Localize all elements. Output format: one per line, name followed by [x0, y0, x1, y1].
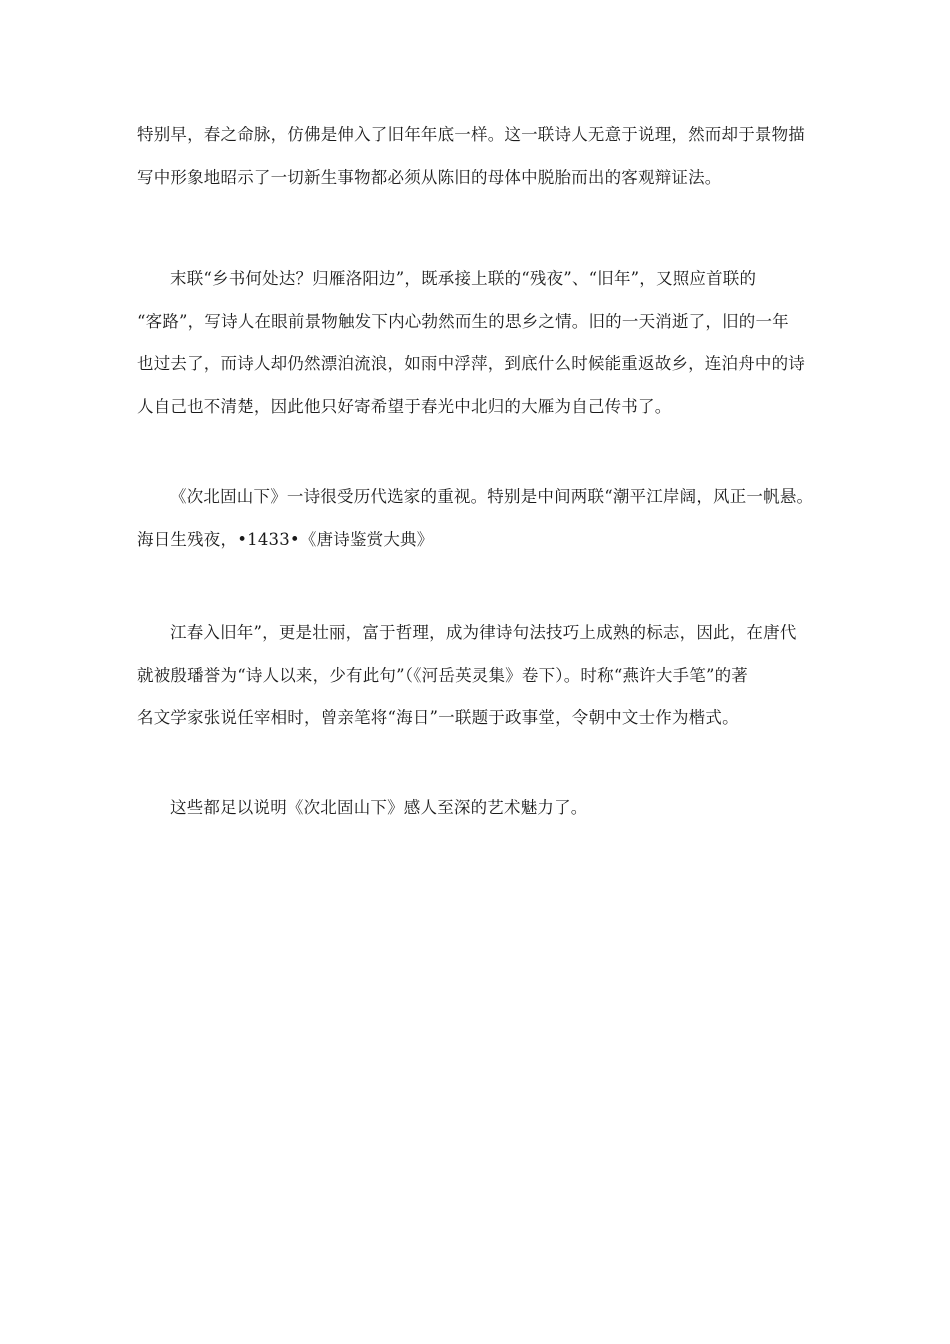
paragraph-conclusion: [137, 787, 820, 830]
text-line: 也过去了，而诗人却仍然漂泊流浪，如雨中浮萍，到底什么时候能重返故乡，连泊舟中的诗: [137, 354, 805, 373]
text-line: 特别早，春之命脉，仿佛是伸入了旧年年底一样。这一联诗人无意于说理，然而却于景物描: [137, 125, 805, 144]
text-line: 江春入旧年”，更是壮丽，富于哲理，成为律诗句法技巧上成熟的标志，因此，在唐代: [170, 623, 797, 642]
paragraph-final-couplet: [137, 258, 820, 428]
text-line: 写中形象地昭示了一切新生事物都必须从陈旧的母体中脱胎而出的客观辩证法。: [137, 167, 722, 187]
paragraph-anthology-reception: [137, 476, 820, 561]
text-line: 海日生残夜，•1433•《唐诗鉴赏大典》: [137, 529, 434, 549]
text-line: 人自己也不清楚，因此他只好寄希望于春光中北归的大雁为自己传书了。: [137, 396, 672, 416]
text-line: 名文学家张说任宰相时，曾亲笔将“海日”一联题于政事堂，令朝中文士作为楷式。: [137, 708, 739, 727]
text-line: 这些都足以说明《次北固山下》感人至深的艺术魅力了。: [170, 798, 588, 817]
text-line: 末联“乡书何处达？归雁洛阳边”，既承接上联的“残夜”、“旧年”，又照应首联的: [170, 269, 757, 288]
text-line: 就被殷璠誉为“诗人以来，少有此句”（《河岳英灵集》卷下）。时称“燕许大手笔”的著: [137, 665, 748, 685]
paragraph-praise: [137, 612, 820, 740]
paragraph-spring-lifeline: [137, 114, 820, 199]
text-line: “客路”，写诗人在眼前景物触发下内心勃然而生的思乡之情。旧的一天消逝了，旧的一年: [137, 311, 789, 331]
text-line: 《次北固山下》一诗很受历代选家的重视。特别是中间两联“潮平江岸阔，风正一帆悬。: [170, 487, 814, 506]
